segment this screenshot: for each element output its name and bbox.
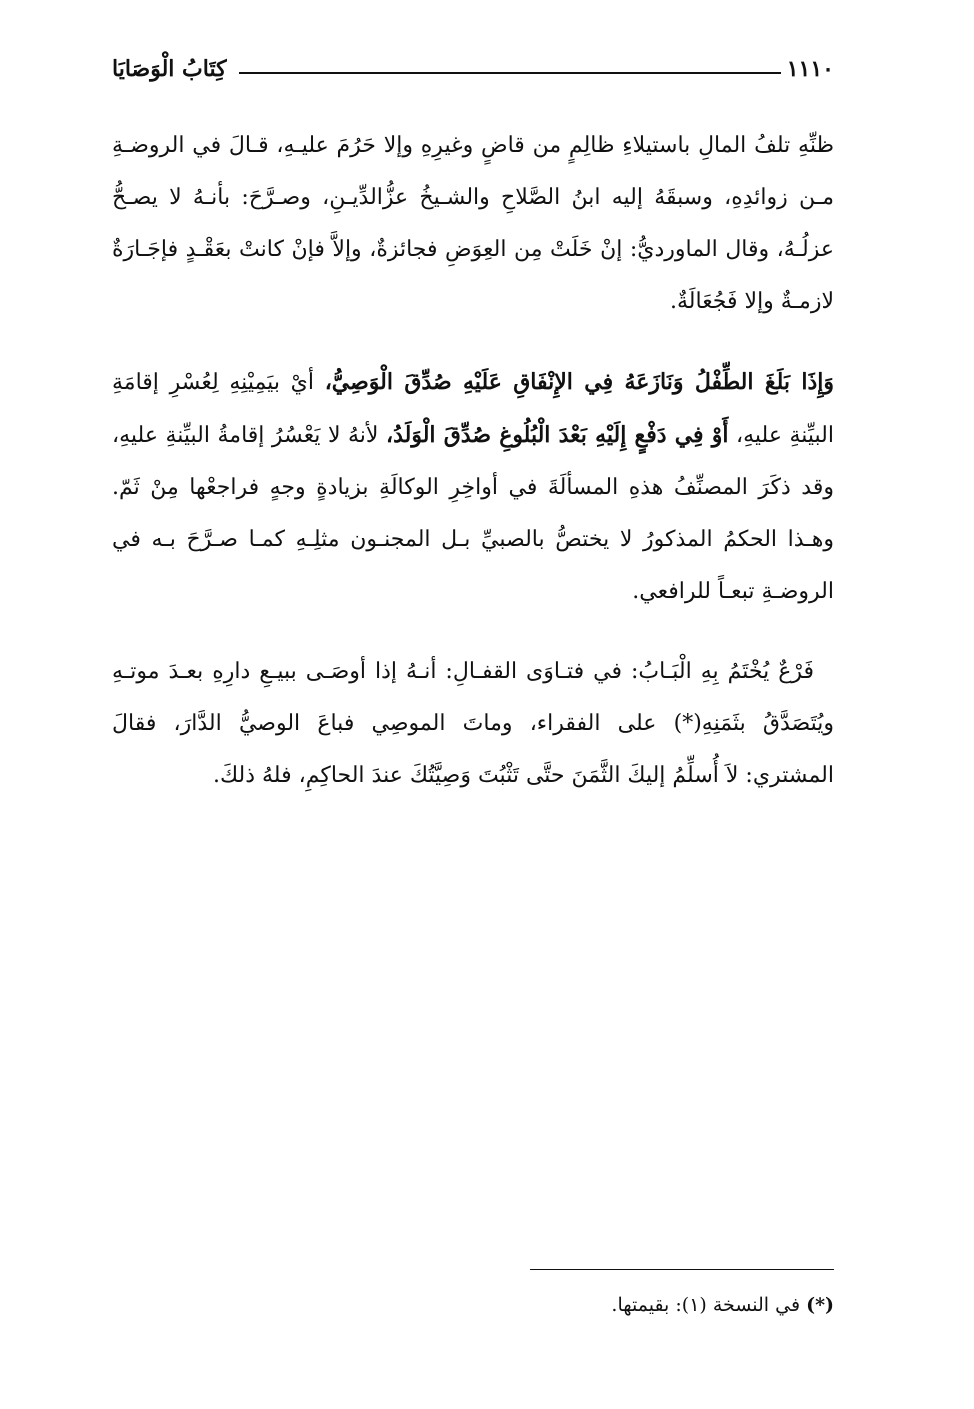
- commentary-text: أيْ بيَمِيْنِهِ لِعُسْرِ إقامَةِ البيِّنةِ عليهِ،: [112, 370, 834, 448]
- header-rule: [239, 72, 781, 74]
- branch-heading: فَرْعٌ يُخْتَمُ بِهِ الْبَـابُ:: [631, 659, 814, 684]
- matn-text: أَوْ فِي دَفْعٍ إِلَيْهِ بَعْدَ الْبُلُوغِ صُدِّقَ الْوَلَدُ،: [386, 422, 729, 448]
- footnote-rule: [530, 1269, 834, 1270]
- footnote: [112, 1290, 834, 1320]
- commentary-text: لأنهُ لا يَعْسُرُ إقامةُ البيِّنةِ عليهِ، وقد ذكَرَ المصنِّفُ هذهِ المسألَةَ في أواخِرِ الوكالَةِ بزيادةٍ وجهٍ فراجعْها مِنْ ثَمّ. وهـذا الحكمُ المذكورُ لا يختصُّ بالصبيِّ بـل المجنـون مثلِـهِ كمـا صـرَّحَ بـه في الروضـةِ تبعـاً للرافعي.: [112, 423, 834, 604]
- running-title: كِتَابُ الْوَصَايَا: [112, 56, 227, 82]
- paragraph: [112, 646, 834, 802]
- footnote-text: في النسخة (١): بقيمتها.: [611, 1294, 807, 1316]
- paragraph: [112, 356, 834, 618]
- running-header: [112, 56, 834, 82]
- main-text: [112, 120, 834, 830]
- paragraph: [112, 120, 834, 328]
- footnote-mark: (*): [806, 1294, 834, 1316]
- commentary-text: ظنِّهِ تلفُ المالِ باستيلاءِ ظالِمٍ من قاضٍ وغيرِهِ وإلا حَرُمَ عليـهِ، قـالَ في الروضـةِ مـن زوائدِهِ، وسبقَهُ إليه ابنُ الصَّلاحِ والشـيخُ عزُّالدِّيـنِ، وصـرَّحَ: بأنـهُ لا يصـحُّ عزلُـهُ، وقال الماورديُّ: إنْ خَلَتْ مِن العِوَضِ فجائزةٌ، وإلاَّ فإنْ كانتْ بعَقْـدٍ فإجَـارَةٌ لازمـةٌ وإلا فَجُعَالَةٌ.: [112, 133, 834, 314]
- page-number: ١١١٠: [786, 56, 834, 82]
- commentary-text: في فتـاوَى القفـالِ: أنـهُ إذا أوصَـى ببيـعِ دارِهِ بعـدَ موتـهِ ويُتَصَدَّقُ بثَمَنِهِ(*) على الفقراء، وماتَ الموصِي فباعَ الوصيُّ الدَّارَ، فقالَ المشتري: لاَ أُسلِّمُ إليكَ الثَّمَنَ حتَّى تَثْبُتَ وَصِيَّتُكَ عندَ الحاكِمِ، فلهُ ذلكَ.: [112, 659, 834, 788]
- matn-text: وَإِذَا بَلَغَ الطِّفْلُ وَنَازَعَهُ فِي الإِنْفَاقِ عَلَيْهِ صُدِّقَ الْوَصِيُّ،: [324, 369, 834, 395]
